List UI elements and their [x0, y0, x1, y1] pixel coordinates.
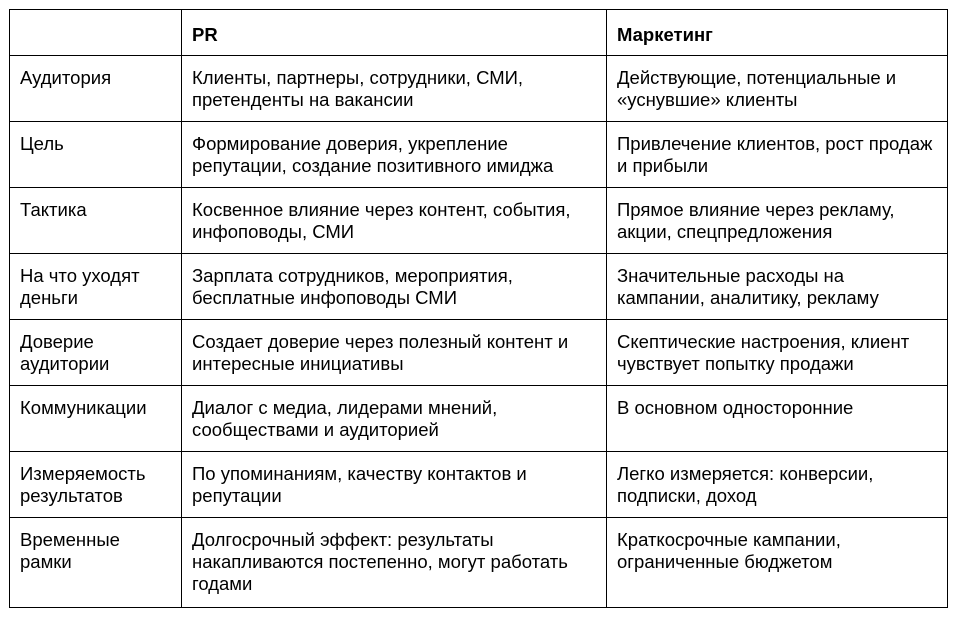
row-label: Цель	[10, 122, 182, 188]
table-row	[10, 122, 948, 188]
table-row	[10, 386, 948, 452]
comparison-table	[9, 9, 948, 608]
row-label: Коммуникации	[10, 386, 182, 452]
marketing-cell: Прямое влияние через рекламу, акции, спецпредложения	[607, 188, 948, 254]
marketing-cell: Значительные расходы на кампании, аналитику, рекламу	[607, 254, 948, 320]
pr-cell: Долгосрочный эффект: результаты накапливаются постепенно, могут работать годами	[182, 518, 607, 608]
pr-cell: Диалог с медиа, лидерами мнений, сообществами и аудиторией	[182, 386, 607, 452]
marketing-cell: Краткосрочные кампании, ограниченные бюджетом	[607, 518, 948, 608]
marketing-cell: Действующие, потенциальные и «уснувшие» клиенты	[607, 56, 948, 122]
header-marketing: Маркетинг	[607, 10, 948, 56]
row-label: Временные рамки	[10, 518, 182, 608]
table-row	[10, 56, 948, 122]
pr-cell: Зарплата сотрудников, мероприятия, бесплатные инфоповоды СМИ	[182, 254, 607, 320]
pr-cell: Косвенное влияние через контент, события, инфоповоды, СМИ	[182, 188, 607, 254]
row-label: Измеряемость результатов	[10, 452, 182, 518]
marketing-cell: Привлечение клиентов, рост продаж и прибыли	[607, 122, 948, 188]
table-row	[10, 452, 948, 518]
row-label: Тактика	[10, 188, 182, 254]
marketing-cell: Скептические настроения, клиент чувствует попытку продажи	[607, 320, 948, 386]
row-label: Аудитория	[10, 56, 182, 122]
pr-cell: По упоминаниям, качеству контактов и репутации	[182, 452, 607, 518]
pr-cell: Клиенты, партнеры, сотрудники, СМИ, претенденты на вакансии	[182, 56, 607, 122]
row-label: На что уходят деньги	[10, 254, 182, 320]
row-label: Доверие аудитории	[10, 320, 182, 386]
table-row	[10, 320, 948, 386]
marketing-cell: В основном односторонние	[607, 386, 948, 452]
header-pr: PR	[182, 10, 607, 56]
table-row	[10, 254, 948, 320]
marketing-cell: Легко измеряется: конверсии, подписки, доход	[607, 452, 948, 518]
table-row	[10, 518, 948, 608]
pr-cell: Формирование доверия, укрепление репутации, создание позитивного имиджа	[182, 122, 607, 188]
pr-cell: Создает доверие через полезный контент и интересные инициативы	[182, 320, 607, 386]
header-corner-cell	[10, 10, 182, 56]
table-row	[10, 188, 948, 254]
header-row	[10, 10, 948, 56]
